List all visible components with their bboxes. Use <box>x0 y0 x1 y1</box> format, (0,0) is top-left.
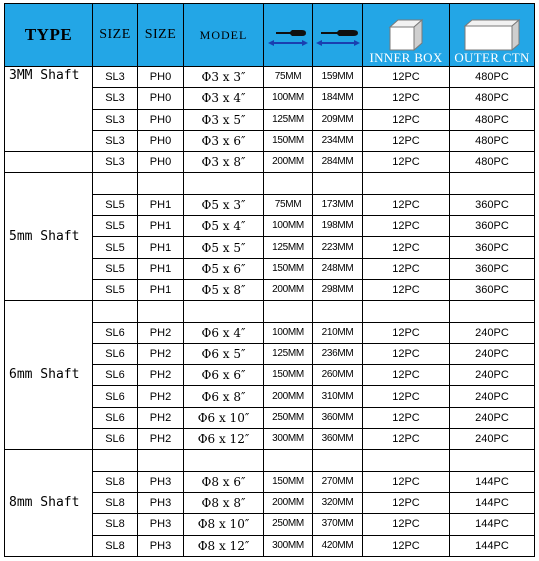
product-spec-table <box>4 3 535 557</box>
group-spacer-row <box>5 301 535 322</box>
outer-ctn-cell: 480PC <box>450 109 535 130</box>
size-ph-cell: PH0 <box>138 152 184 173</box>
length-cell: 150MM <box>264 471 313 492</box>
outer-ctn-cell: 360PC <box>450 237 535 258</box>
size-ph-cell: PH3 <box>138 471 184 492</box>
model-cell: Φ8 x 6″ <box>184 471 264 492</box>
table-body <box>5 67 535 557</box>
screwdriver-overall-length-icon <box>315 21 361 49</box>
header-blade-length <box>264 4 313 67</box>
outer-ctn-cell: 240PC <box>450 343 535 364</box>
size-cell: SL6 <box>93 429 138 450</box>
empty-cell <box>313 173 363 194</box>
empty-cell <box>363 173 450 194</box>
length-cell: 250MM <box>264 407 313 428</box>
type-cell: 6mm Shaft <box>5 301 93 450</box>
outer-ctn-cell: 240PC <box>450 365 535 386</box>
length-cell: 100MM <box>264 216 313 237</box>
outer-ctn-cell: 144PC <box>450 514 535 535</box>
outer-ctn-label: OUTER CTN <box>454 50 530 65</box>
outer-ctn-cell: 240PC <box>450 386 535 407</box>
length-cell: 250MM <box>264 514 313 535</box>
size-ph-cell: PH0 <box>138 88 184 109</box>
model-cell: Φ6 x 8″ <box>184 386 264 407</box>
empty-cell <box>313 450 363 471</box>
overall-length-cell: 234MM <box>313 130 363 151</box>
outer-ctn-cell: 480PC <box>450 152 535 173</box>
overall-length-cell: 210MM <box>313 322 363 343</box>
empty-cell <box>450 173 535 194</box>
length-cell: 125MM <box>264 343 313 364</box>
outer-ctn-cell: 360PC <box>450 194 535 215</box>
empty-cell <box>93 301 138 322</box>
inner-box-cell: 12PC <box>363 365 450 386</box>
empty-cell <box>184 301 264 322</box>
model-cell: Φ3 x 6″ <box>184 130 264 151</box>
outer-ctn-cell: 360PC <box>450 279 535 300</box>
overall-length-cell: 310MM <box>313 386 363 407</box>
spec-table-wrapper <box>4 3 535 557</box>
size-ph-cell: PH0 <box>138 67 184 88</box>
outer-ctn-cell: 240PC <box>450 407 535 428</box>
overall-length-cell: 159MM <box>313 67 363 88</box>
inner-box-cell: 12PC <box>363 407 450 428</box>
model-cell: Φ5 x 6″ <box>184 258 264 279</box>
size-cell: SL5 <box>93 258 138 279</box>
model-cell: Φ3 x 5″ <box>184 109 264 130</box>
overall-length-cell: 320MM <box>313 492 363 513</box>
size-ph-cell: PH2 <box>138 386 184 407</box>
inner-box-cell: 12PC <box>363 67 450 88</box>
size-cell: SL6 <box>93 365 138 386</box>
length-cell: 150MM <box>264 365 313 386</box>
size-cell: SL6 <box>93 407 138 428</box>
model-cell: Φ6 x 10″ <box>184 407 264 428</box>
size-ph-cell: PH2 <box>138 429 184 450</box>
inner-box-cell: 12PC <box>363 88 450 109</box>
length-cell: 300MM <box>264 429 313 450</box>
overall-length-cell: 370MM <box>313 514 363 535</box>
inner-box-cell: 12PC <box>363 322 450 343</box>
model-cell: Φ5 x 3″ <box>184 194 264 215</box>
size-ph-cell: PH2 <box>138 407 184 428</box>
header-outer-ctn <box>450 4 535 67</box>
empty-cell <box>264 450 313 471</box>
size-cell: SL8 <box>93 535 138 556</box>
size-ph-cell: PH3 <box>138 492 184 513</box>
length-cell: 150MM <box>264 130 313 151</box>
empty-cell <box>450 450 535 471</box>
empty-cell <box>184 173 264 194</box>
size-ph-cell: PH1 <box>138 279 184 300</box>
empty-cell <box>363 450 450 471</box>
overall-length-cell: 173MM <box>313 194 363 215</box>
size-ph-cell: PH1 <box>138 216 184 237</box>
size-cell: SL8 <box>93 514 138 535</box>
overall-length-cell: 184MM <box>313 88 363 109</box>
inner-box-cell: 12PC <box>363 492 450 513</box>
size-cell: SL5 <box>93 237 138 258</box>
empty-type-cell <box>5 152 93 173</box>
model-cell: Φ8 x 12″ <box>184 535 264 556</box>
model-cell: Φ8 x 8″ <box>184 492 264 513</box>
length-cell: 100MM <box>264 88 313 109</box>
header-overall-length <box>313 4 363 67</box>
inner-box-cell: 12PC <box>363 279 450 300</box>
empty-cell <box>138 450 184 471</box>
overall-length-cell: 248MM <box>313 258 363 279</box>
inner-box-cell: 12PC <box>363 386 450 407</box>
group-spacer-row <box>5 173 535 194</box>
empty-cell <box>450 301 535 322</box>
model-cell: Φ6 x 4″ <box>184 322 264 343</box>
overall-length-cell: 360MM <box>313 407 363 428</box>
outer-ctn-cell: 480PC <box>450 67 535 88</box>
inner-box-cell: 12PC <box>363 237 450 258</box>
overall-length-cell: 298MM <box>313 279 363 300</box>
size-ph-cell: PH2 <box>138 343 184 364</box>
size-cell: SL8 <box>93 471 138 492</box>
outer-ctn-cell: 360PC <box>450 216 535 237</box>
overall-length-cell: 209MM <box>313 109 363 130</box>
size-cell: SL3 <box>93 88 138 109</box>
inner-box-cell: 12PC <box>363 535 450 556</box>
outer-carton-icon <box>462 18 522 52</box>
outer-ctn-cell: 360PC <box>450 258 535 279</box>
outer-ctn-cell: 144PC <box>450 535 535 556</box>
outer-ctn-cell: 240PC <box>450 429 535 450</box>
size-cell: SL3 <box>93 152 138 173</box>
inner-box-cell: 12PC <box>363 514 450 535</box>
size-cell: SL6 <box>93 386 138 407</box>
length-cell: 150MM <box>264 258 313 279</box>
header-type: TYPE <box>5 4 93 67</box>
size-ph-cell: PH0 <box>138 130 184 151</box>
group-spacer-row <box>5 450 535 471</box>
inner-box-cell: 12PC <box>363 471 450 492</box>
inner-box-cell: 12PC <box>363 216 450 237</box>
inner-box-cell: 12PC <box>363 343 450 364</box>
empty-cell <box>93 450 138 471</box>
length-cell: 100MM <box>264 322 313 343</box>
empty-cell <box>184 450 264 471</box>
outer-ctn-cell: 480PC <box>450 130 535 151</box>
inner-box-cell: 12PC <box>363 109 450 130</box>
size-cell: SL5 <box>93 216 138 237</box>
length-cell: 75MM <box>264 67 313 88</box>
empty-cell <box>363 301 450 322</box>
size-cell: SL5 <box>93 194 138 215</box>
size-cell: SL6 <box>93 322 138 343</box>
inner-box-label: INNER BOX <box>369 50 443 65</box>
model-cell: Φ8 x 10″ <box>184 514 264 535</box>
outer-ctn-cell: 480PC <box>450 88 535 109</box>
length-cell: 125MM <box>264 237 313 258</box>
type-cell: 3MM Shaft <box>5 67 93 152</box>
length-cell: 300MM <box>264 535 313 556</box>
overall-length-cell: 420MM <box>313 535 363 556</box>
inner-box-cell: 12PC <box>363 152 450 173</box>
inner-box-icon <box>387 18 425 52</box>
model-cell: Φ6 x 6″ <box>184 365 264 386</box>
length-cell: 75MM <box>264 194 313 215</box>
header-size-1: SIZE <box>93 4 138 67</box>
empty-cell <box>264 301 313 322</box>
model-cell: Φ3 x 8″ <box>184 152 264 173</box>
length-cell: 200MM <box>264 152 313 173</box>
overall-length-cell: 223MM <box>313 237 363 258</box>
model-cell: Φ5 x 5″ <box>184 237 264 258</box>
inner-box-cell: 12PC <box>363 130 450 151</box>
size-ph-cell: PH3 <box>138 535 184 556</box>
size-ph-cell: PH3 <box>138 514 184 535</box>
size-cell: SL3 <box>93 130 138 151</box>
size-cell: SL3 <box>93 67 138 88</box>
model-cell: Φ5 x 8″ <box>184 279 264 300</box>
inner-box-cell: 12PC <box>363 194 450 215</box>
size-cell: SL8 <box>93 492 138 513</box>
table-row <box>5 152 535 173</box>
type-cell: 8mm Shaft <box>5 450 93 556</box>
inner-box-cell: 12PC <box>363 429 450 450</box>
size-ph-cell: PH0 <box>138 109 184 130</box>
size-ph-cell: PH2 <box>138 322 184 343</box>
header-size-2: SIZE <box>138 4 184 67</box>
type-cell: 5mm Shaft <box>5 173 93 301</box>
size-ph-cell: PH1 <box>138 258 184 279</box>
overall-length-cell: 284MM <box>313 152 363 173</box>
model-cell: Φ3 x 3″ <box>184 67 264 88</box>
empty-cell <box>264 173 313 194</box>
overall-length-cell: 260MM <box>313 365 363 386</box>
model-cell: Φ6 x 12″ <box>184 429 264 450</box>
model-cell: Φ3 x 4″ <box>184 88 264 109</box>
model-cell: Φ5 x 4″ <box>184 216 264 237</box>
outer-ctn-cell: 144PC <box>450 471 535 492</box>
empty-cell <box>313 301 363 322</box>
table-header <box>5 4 535 67</box>
size-ph-cell: PH1 <box>138 237 184 258</box>
size-ph-cell: PH2 <box>138 365 184 386</box>
header-inner-box <box>363 4 450 67</box>
size-cell: SL6 <box>93 343 138 364</box>
model-cell: Φ6 x 5″ <box>184 343 264 364</box>
empty-cell <box>138 173 184 194</box>
length-cell: 200MM <box>264 386 313 407</box>
inner-box-cell: 12PC <box>363 258 450 279</box>
overall-length-cell: 236MM <box>313 343 363 364</box>
overall-length-cell: 360MM <box>313 429 363 450</box>
table-row <box>5 67 535 88</box>
overall-length-cell: 198MM <box>313 216 363 237</box>
length-cell: 200MM <box>264 279 313 300</box>
header-model: MODEL <box>184 4 264 67</box>
outer-ctn-cell: 240PC <box>450 322 535 343</box>
size-cell: SL5 <box>93 279 138 300</box>
empty-cell <box>138 301 184 322</box>
overall-length-cell: 270MM <box>313 471 363 492</box>
size-cell: SL3 <box>93 109 138 130</box>
size-ph-cell: PH1 <box>138 194 184 215</box>
length-cell: 125MM <box>264 109 313 130</box>
screwdriver-length-icon <box>266 21 310 49</box>
empty-cell <box>93 173 138 194</box>
header-row <box>5 4 535 67</box>
outer-ctn-cell: 144PC <box>450 492 535 513</box>
length-cell: 200MM <box>264 492 313 513</box>
